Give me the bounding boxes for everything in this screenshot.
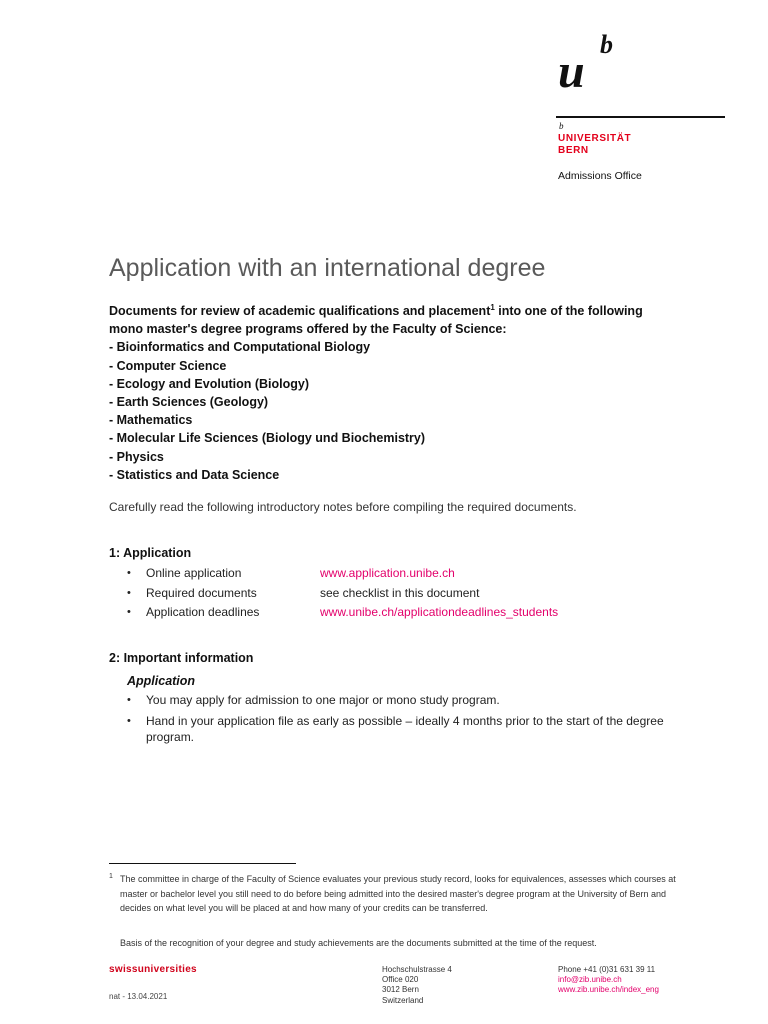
item-label: Online application <box>146 566 242 580</box>
logo-divider <box>556 116 725 118</box>
bullet-icon: • <box>127 694 131 706</box>
program-item: - Mathematics <box>109 413 193 428</box>
address-line: Hochschulstrasse 4 <box>382 965 452 974</box>
footnote-number: 1 <box>109 873 113 880</box>
intro-line-2: mono master's degree programs offered by the Faculty of Science: <box>109 322 507 337</box>
application-subheading: Application <box>127 674 196 688</box>
online-application-link[interactable]: www.application.unibe.ch <box>320 566 455 580</box>
program-item: - Computer Science <box>109 358 227 373</box>
university-logo <box>556 26 626 96</box>
logo-university-text: UNIVERSITÄT <box>558 133 632 144</box>
application-list <box>127 565 687 624</box>
program-list <box>109 338 709 484</box>
website-link[interactable]: www.zib.unibe.ch/index_eng <box>558 985 659 995</box>
address-line: Office 020 <box>382 975 419 985</box>
footnote <box>109 872 679 916</box>
bullet-icon: • <box>127 715 131 727</box>
program-item: - Bioinformatics and Computational Biology <box>109 340 371 355</box>
item-label: Application deadlines <box>146 605 260 619</box>
deadlines-link[interactable]: www.unibe.ch/applicationdeadlines_students <box>320 605 559 619</box>
list-item <box>127 604 687 624</box>
list-item <box>127 585 687 605</box>
intro-block <box>109 302 709 484</box>
footnote-basis: Basis of the recognition of your degree and study achievements are the documents submitted at the time of the request. <box>120 938 597 948</box>
logo-small-b: b <box>559 121 564 131</box>
address-line: Switzerland <box>382 995 424 1005</box>
intro-line-1 <box>109 302 709 320</box>
swissuniversities-logo: swissuniversities <box>109 964 197 975</box>
bullet-icon: • <box>127 606 131 618</box>
list-item <box>127 713 672 745</box>
section-2-heading: 2: Important information <box>109 651 254 665</box>
program-item: - Molecular Life Sciences (Biology und Biochemistry) <box>109 431 426 446</box>
item-text: You may apply for admission to one major or mono study program. <box>146 693 500 707</box>
program-item: - Earth Sciences (Geology) <box>109 395 269 410</box>
footnote-text: The committee in charge of the Faculty of Science evaluates your previous study record, looks for equivalences, assesses which courses at master or bachelor level you still need to do before being admitted into the desired master's degree program at the University of Bern and decides on what level you will be placed at and how many of your credits can be transferred. <box>120 874 676 914</box>
email-link[interactable]: info@zib.unibe.ch <box>558 975 622 985</box>
footnote-ref[interactable]: 1 <box>490 302 495 312</box>
bullet-icon: • <box>127 586 131 599</box>
logo-bern-text: BERN <box>558 145 589 156</box>
information-list <box>127 692 672 750</box>
office-name: Admissions Office <box>558 170 642 182</box>
program-item: - Statistics and Data Science <box>109 467 280 482</box>
footer-contact <box>558 965 659 996</box>
footnote-divider <box>109 863 296 864</box>
logo-letter-u: u <box>558 45 585 98</box>
intro-line-1-end: into one of the following <box>494 304 643 318</box>
page-title: Application with an international degree <box>109 254 546 282</box>
item-label: Required documents <box>146 585 257 600</box>
section-1-heading: 1: Application <box>109 546 192 560</box>
list-item <box>127 565 687 585</box>
item-text: Hand in your application file as early as possible – ideally 4 months prior to the start of the degree program. <box>146 714 664 744</box>
logo-letter-b: b <box>600 30 613 59</box>
item-value: see checklist in this document <box>320 585 480 600</box>
phone-number: Phone +41 (0)31 631 39 11 <box>558 965 656 974</box>
list-item <box>127 692 672 708</box>
footer-address <box>382 965 452 1006</box>
program-item: - Ecology and Evolution (Biology) <box>109 376 309 391</box>
document-date: nat - 13.04.2021 <box>109 992 168 1001</box>
program-item: - Physics <box>109 449 164 464</box>
bullet-icon: • <box>127 567 131 579</box>
address-line: 3012 Bern <box>382 985 419 995</box>
intro-note: Carefully read the following introductory notes before compiling the required documents. <box>109 500 577 514</box>
intro-line-1-text: Documents for review of academic qualifications and placement <box>109 304 491 318</box>
